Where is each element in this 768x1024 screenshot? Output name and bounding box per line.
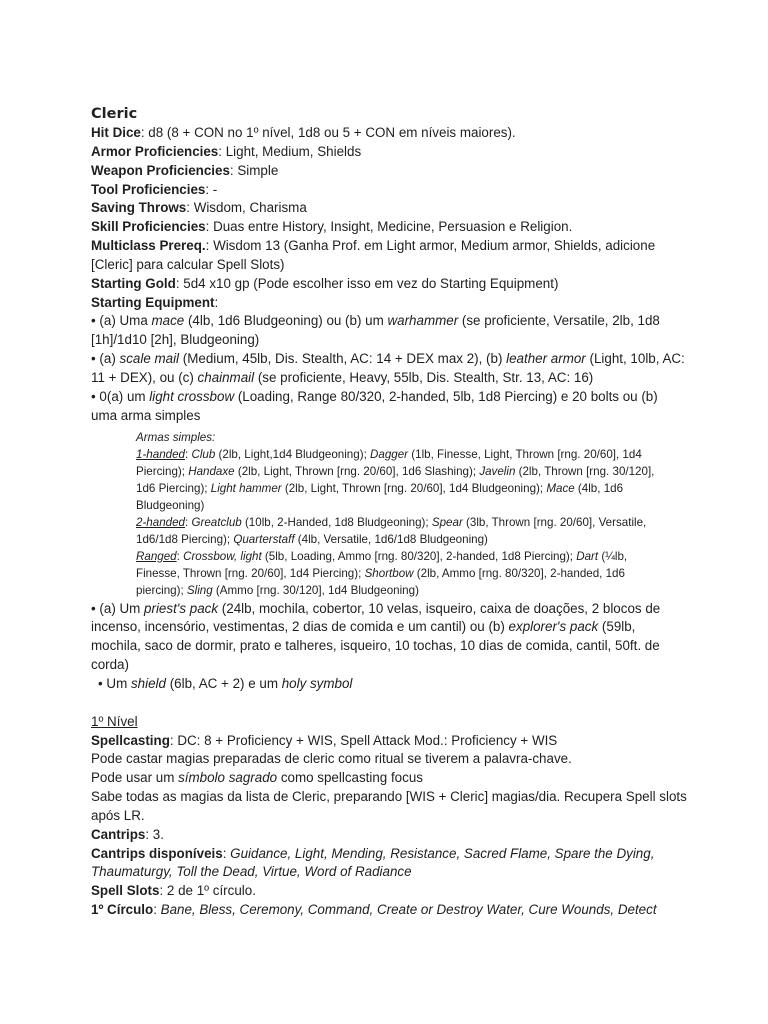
page-title: Cleric (91, 106, 138, 122)
text: (Medium, 45lb, Dis. Stealth, AC: 14 + DEX max 2), (b) (179, 351, 507, 367)
heading-text: Armas simples: (136, 430, 216, 444)
equipment-colon: : (214, 294, 219, 310)
hit-dice-line (91, 124, 687, 143)
text: (4lb, Versatile, 1d6/1d8 Bludgeoning) (294, 532, 488, 546)
tool-label: Tool Proficiencies (91, 181, 206, 197)
saving-text: : Wisdom, Charisma (186, 200, 307, 216)
text: (2lb, Light,1d4 Bludgeoning); (215, 447, 371, 461)
text: (59lb, mochila, saco de dormir, prato e talheres, isqueiro, 10 tochas, 10 dias de comida, cantil, 50ft. de corda) (91, 619, 660, 673)
text: : (176, 549, 184, 563)
item-name: leather armor (506, 351, 586, 367)
tool-text: : - (205, 181, 218, 197)
weapon-text: : Simple (229, 162, 279, 178)
text: (1lb, Finesse, Light, Thrown [rng. 20/60], 1d4 Piercing); (136, 447, 642, 478)
onehanded-weapons (136, 446, 656, 514)
text: (se proficiente, Heavy, 55lb, Dis. Stealth, Str. 13, AC: 16) (254, 369, 594, 385)
weapon-name: Crossbow, light (183, 549, 262, 563)
text: (¼lb, Finesse, Thrown [rng. 20/60], 1d4 Piercing); (136, 549, 628, 580)
section-spacer (91, 694, 687, 713)
saving-label: Saving Throws (91, 200, 187, 216)
text: : (153, 902, 161, 918)
text: como spellcasting focus (277, 770, 423, 786)
equipment-item-1 (91, 312, 687, 350)
multiclass-line (91, 237, 687, 275)
spellcasting-text: : DC: 8 + Proficiency + WIS, Spell Attack Mod.: Proficiency + WIS (169, 732, 558, 748)
text: • (a) Um (91, 600, 145, 616)
text: Pode usar um (91, 770, 179, 786)
multiclass-label: Multiclass Prereq. (91, 238, 206, 254)
text: • (a) (91, 351, 120, 367)
document-body (91, 124, 687, 920)
text: • Um (98, 675, 131, 691)
armor-line (91, 143, 687, 162)
weapon-name: Quarterstaff (233, 532, 295, 546)
slots-text: : 2 de 1º círculo. (159, 883, 256, 899)
available-label: Cantrips disponíveis (91, 845, 223, 861)
text: : (222, 845, 231, 861)
text: : (185, 515, 192, 529)
weapon-name: Dart (576, 549, 599, 563)
simple-weapons-heading (136, 429, 656, 446)
heading-text: 1º Nível (91, 713, 138, 729)
saving-line (91, 199, 687, 218)
text: (3lb, Thrown [rng. 20/60], Versatile, 1d6/1d8 Piercing); (136, 515, 647, 546)
weapon-name: Sling (186, 583, 213, 597)
text: (2lb, Thrown [rng. 30/120], 1d6 Piercing); (136, 464, 655, 495)
level-1-heading (91, 713, 687, 732)
simple-weapons-block (136, 429, 656, 599)
hit-dice-label: Hit Dice (91, 125, 141, 140)
text: (Loading, Range 80/320, 2-handed, 5lb, 1d8 Piercing) e 20 bolts ou (b) uma arma simples (91, 388, 658, 423)
weapon-name: Shortbow (364, 566, 414, 580)
ritual-line: Pode castar magias preparadas de cleric como ritual se tiverem a palavra-chave. (91, 751, 572, 767)
weapon-label: Weapon Proficiencies (91, 162, 230, 178)
equipment-item-4 (91, 600, 687, 675)
text: (2lb, Ammo [rng. 80/320], 2-handed, 1d6 piercing); (136, 566, 625, 597)
text: (4lb, 1d6 Bludgeoning) ou (b) um (184, 313, 388, 329)
armor-text: : Light, Medium, Shields (218, 143, 362, 159)
category-label: Ranged (136, 549, 177, 563)
skill-text: : Duas entre History, Insight, Medicine, Persuasion e Religion. (205, 219, 573, 235)
cantrips-line (91, 826, 687, 845)
prepare-line: Sabe todas as magias da lista de Cleric, preparando [WIS + Cleric] magias/dia. Recupera Spell slots após LR. (91, 789, 687, 823)
text: (4lb, 1d6 Bludgeoning) (136, 481, 624, 512)
spell-list: Bane, Bless, Ceremony, Command, Create or Destroy Water, Cure Wounds, Detect (160, 902, 657, 918)
text: • (a) Uma (91, 313, 152, 329)
weapon-name: Handaxe (188, 464, 235, 478)
ranged-weapons (136, 548, 656, 599)
text: (Light, 10lb, AC: 11 + DEX), ou (c) (91, 351, 685, 385)
item-name: priest's pack (144, 600, 219, 616)
equipment-item-3 (91, 388, 687, 426)
circle-1-line (91, 901, 687, 920)
weapon-name: Light hammer (210, 481, 282, 495)
item-name: mace (151, 313, 185, 329)
text: (5lb, Loading, Ammo [rng. 80/320], 2-handed, 1d8 Piercing); (261, 549, 577, 563)
gold-text: : 5d4 x10 gp (Pode escolher isso em vez do Starting Equipment) (175, 275, 559, 291)
weapon-name: Greatclub (191, 515, 242, 529)
item-name: light crossbow (149, 388, 235, 404)
text: (6lb, AC + 2) e um (165, 675, 282, 691)
twohanded-weapons (136, 514, 656, 548)
spell-slots-line (91, 882, 687, 901)
category-label: 2-handed (136, 515, 185, 529)
text: (2lb, Light, Thrown [rng. 20/60], 1d6 Slashing); (234, 464, 480, 478)
cantrips-text: : 3. (145, 826, 164, 842)
spellcasting-label: Spellcasting (91, 732, 170, 748)
weapon-name: Mace (546, 481, 575, 495)
weapon-name: Javelin (479, 464, 516, 478)
multiclass-text: : Wisdom 13 (Ganha Prof. em Light armor, Medium armor, Shields, adicione [Cleric] para calcular Spell Slots) (91, 238, 656, 272)
cantrip-list: Guidance, Light, Mending, Resistance, Sacred Flame, Spare the Dying, Thaumaturgy, Toll the Dead, Virtue, Word of Radiance (91, 845, 655, 880)
text: • 0(a) um (91, 388, 150, 404)
text: (10lb, 2-Handed, 1d8 Bludgeoning); (241, 515, 432, 529)
text: (24lb, mochila, cobertor, 10 velas, isqueiro, caixa de doações, 2 blocos de incenso, incensório, vestimentas, 2 dias de comida e um cantil) ou (b) (91, 600, 661, 635)
equipment-item-5 (91, 675, 687, 694)
slots-label: Spell Slots (91, 883, 160, 899)
armor-label: Armor Proficiencies (91, 143, 219, 159)
cantrips-available-line (91, 845, 687, 883)
weapon-line (91, 162, 687, 181)
hit-dice-text: : d8 (8 + CON no 1º nível, 1d8 ou 5 + CON em níveis maiores). (140, 125, 516, 140)
equipment-item-2 (91, 350, 687, 388)
category-label: 1-handed (136, 447, 185, 461)
weapon-name: Spear (431, 515, 463, 529)
text: : (185, 447, 192, 461)
focus-line (91, 769, 687, 788)
item-name: explorer's pack (508, 619, 599, 635)
circle-label: 1º Círculo (91, 902, 154, 918)
text: (2lb, Light, Thrown [rng. 20/60], 1d4 Bludgeoning); (281, 481, 547, 495)
item-name: scale mail (119, 351, 180, 367)
text: (se proficiente, Versatile, 2lb, 1d8 [1h]/1d10 [2h], Bludgeoning) (91, 313, 660, 348)
weapon-name: Club (191, 447, 216, 461)
item-name: holy symbol (281, 675, 353, 691)
text: (Ammo [rng. 30/120], 1d4 Bludgeoning) (212, 583, 419, 597)
weapon-name: Dagger (370, 447, 409, 461)
gold-label: Starting Gold (91, 275, 176, 291)
skill-line (91, 218, 687, 237)
focus-name: símbolo sagrado (178, 770, 278, 786)
tool-line (91, 181, 687, 200)
equipment-label: Starting Equipment (91, 294, 215, 310)
gold-line (91, 275, 687, 294)
cantrips-label: Cantrips (91, 826, 146, 842)
equipment-line (91, 294, 687, 313)
item-name: warhammer (387, 313, 459, 329)
spellcasting-line (91, 732, 687, 751)
item-name: chainmail (197, 369, 255, 385)
skill-label: Skill Proficiencies (91, 219, 206, 235)
item-name: shield (130, 675, 166, 691)
